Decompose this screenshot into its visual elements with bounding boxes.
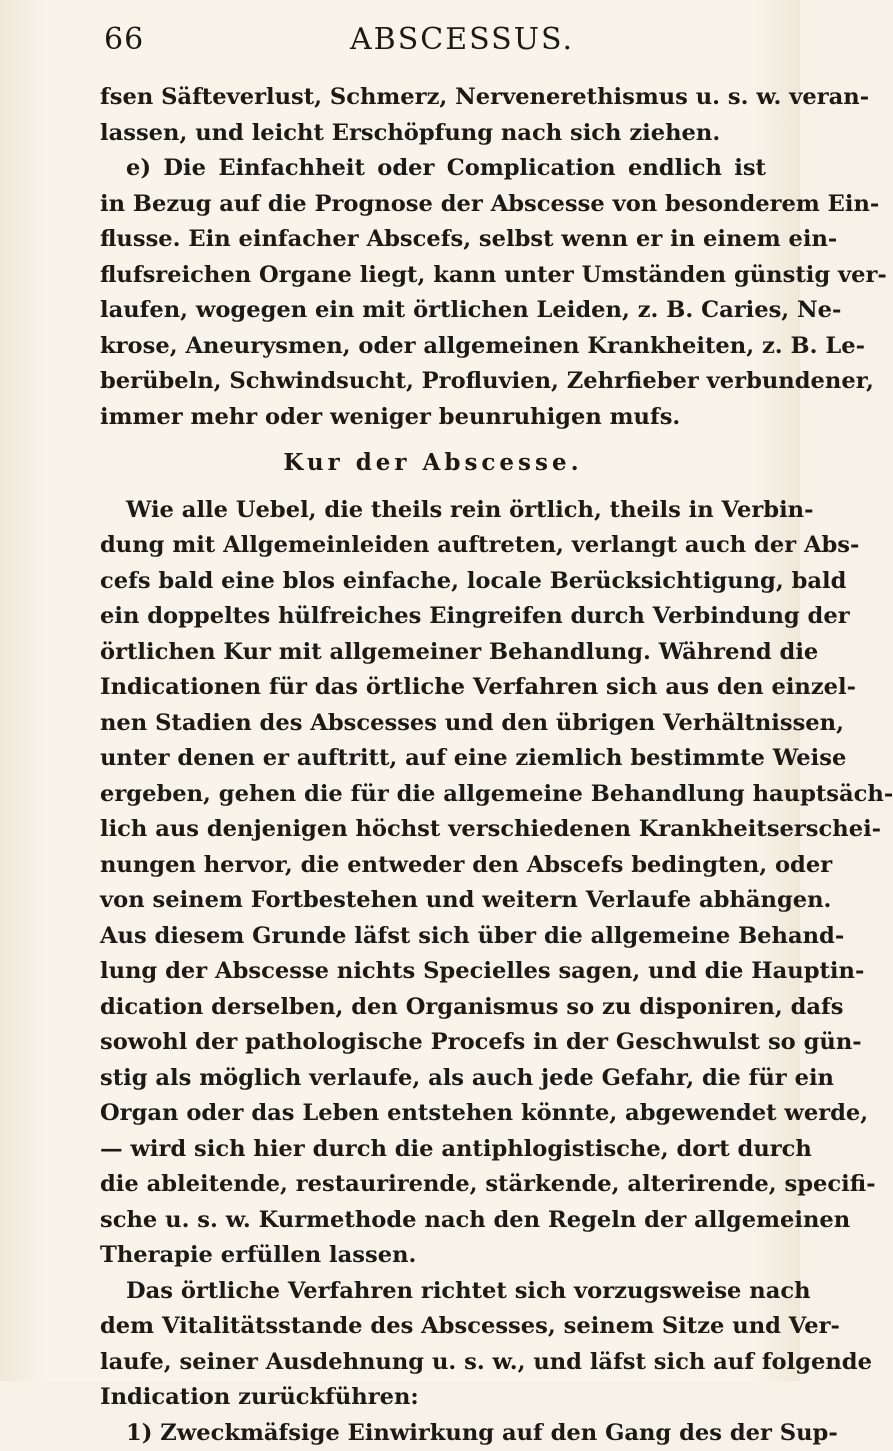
text-line: laufen, wogegen ein mit örtlichen Leiden, z. B. Caries, Ne- [100, 293, 766, 329]
text-line: Wie alle Uebel, die theils rein örtlich, theils in Verbin- [100, 493, 766, 529]
text-line: ergeben, gehen die für die allgemeine Behandlung hauptsäch- [100, 777, 766, 813]
text-line: fsen Säfteverlust, Schmerz, Nervenerethismus u. s. w. veran- [100, 80, 766, 116]
text-line: Das örtliche Verfahren richtet sich vorzugsweise nach [100, 1274, 766, 1310]
text-line: cefs bald eine blos einfache, locale Berücksichtigung, bald [100, 564, 766, 600]
text-line: örtlichen Kur mit allgemeiner Behandlung. Während die [100, 635, 766, 671]
text-line: in Bezug auf die Prognose der Abscesse von besonderem Ein- [100, 187, 766, 223]
text-line: lich aus denjenigen höchst verschiedenen Krankheitserschei- [100, 812, 766, 848]
text-line: Indication zurückführen: [100, 1380, 766, 1416]
text-line: dung mit Allgemeinleiden auftreten, verlangt auch der Abs- [100, 528, 766, 564]
text-line: laufe, seiner Ausdehnung u. s. w., und läfst sich auf folgende [100, 1345, 766, 1381]
text-line: sowohl der pathologische Procefs in der Geschwulst so gün- [100, 1025, 766, 1061]
text-line: — wird sich hier durch die antiphlogistische, dort durch [100, 1132, 766, 1168]
text-line: Organ oder das Leben entstehen könnte, abgewendet werde, [100, 1096, 766, 1132]
text-line: 1) Zweckmäfsige Einwirkung auf den Gang des der Sup- [100, 1416, 766, 1451]
text-line: flufsreichen Organe liegt, kann unter Umständen günstig ver- [100, 258, 766, 294]
text-line: krose, Aneurysmen, oder allgemeinen Krankheiten, z. B. Le- [100, 329, 766, 365]
body-text [100, 80, 766, 1451]
text-line: stig als möglich verlaufe, als auch jede Gefahr, die für ein [100, 1061, 766, 1097]
text-line: dem Vitalitätsstande des Abscesses, seinem Sitze und Ver- [100, 1309, 766, 1345]
text-line: ein doppeltes hülfreiches Eingreifen durch Verbindung der [100, 599, 766, 635]
text-line: die ableitende, restaurirende, stärkende, alterirende, specifi- [100, 1167, 766, 1203]
text-line: nungen hervor, die entweder den Abscefs bedingten, oder [100, 848, 766, 884]
text-line: Therapie erfüllen lassen. [100, 1238, 766, 1274]
text-line: Indicationen für das örtliche Verfahren sich aus den einzel- [100, 670, 766, 706]
text-line: e) Die Einfachheit oder Complication endlich ist [100, 151, 766, 187]
text-line: dication derselben, den Organismus so zu disponiren, dafs [100, 990, 766, 1026]
text-line: lung der Abscesse nichts Specielles sagen, und die Hauptin- [100, 954, 766, 990]
page-header [100, 22, 740, 66]
text-line: lassen, und leicht Erschöpfung nach sich ziehen. [100, 116, 766, 152]
text-line: Aus diesem Grunde läfst sich über die allgemeine Behand- [100, 919, 766, 955]
section-heading: Kur der Abscesse. [100, 445, 766, 481]
text-line: immer mehr oder weniger beunruhigen mufs. [100, 400, 766, 436]
text-line: von seinem Fortbestehen und weitern Verlaufe abhängen. [100, 883, 766, 919]
text-line: nen Stadien des Abscesses und den übrigen Verhältnissen, [100, 706, 766, 742]
running-head: ABSCESSUS. [350, 22, 574, 57]
page-number: 66 [104, 22, 144, 57]
text-line: flusse. Ein einfacher Abscefs, selbst wenn er in einem ein- [100, 222, 766, 258]
text-line: sche u. s. w. Kurmethode nach den Regeln der allgemeinen [100, 1203, 766, 1239]
text-line: unter denen er auftritt, auf eine ziemlich bestimmte Weise [100, 741, 766, 777]
text-line: berübeln, Schwindsucht, Profluvien, Zehrfieber verbundener, [100, 364, 766, 400]
